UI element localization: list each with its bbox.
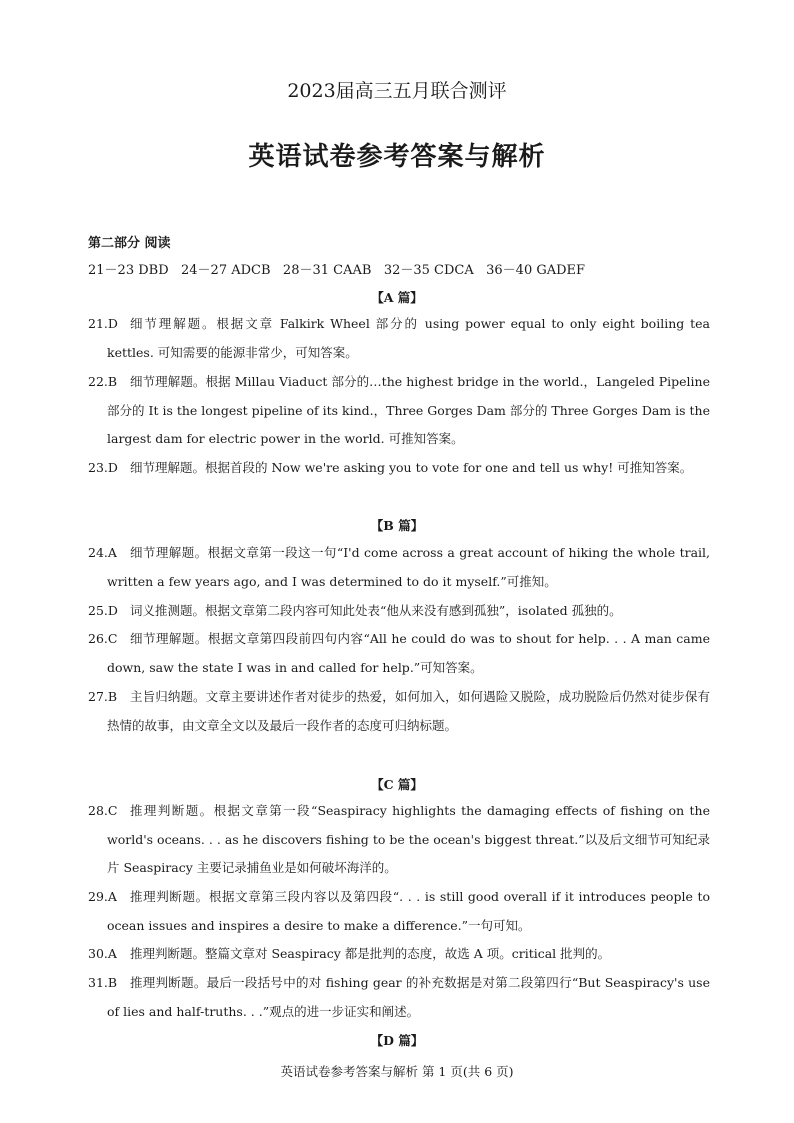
- question-number: 25.D: [88, 603, 118, 618]
- question-number: 31.B: [88, 975, 118, 990]
- question-number: 30.A: [88, 946, 117, 961]
- explanation-text: 推理判断题。根据文章第一段“Seaspiracy highlights the damaging effects of fishing on the world's oceans. . . as he discovers fishing to be the ocean's biggest threat.”以及后文细节可知纪录片 Seaspiracy 主要记录捕鱼业是如何破坏海洋的。: [107, 803, 710, 876]
- answer-key: 21－23 DBD 24－27 ADCB 28－31 CAAB 32－35 CDCA 36－40 GADEF: [88, 263, 586, 278]
- explanation-text: 推理判断题。根据文章第三段内容以及第四段“. . . is still good overall if it introduces people to ocean issues and inspires a desire to make a difference.”一句可知。: [107, 889, 710, 933]
- explanation-text: 细节理解题。根据文章 Falkirk Wheel 部分的 using power equal to only eight boiling tea kettles. 可知需要的能源非常少，可知答案。: [107, 316, 710, 360]
- question-number: 22.B: [88, 374, 118, 389]
- explanation-text: 推理判断题。最后一段括号中的对 fishing gear 的补充数据是对第二段第四行“But Seaspiracy's use of lies and half-truths. . .”观点的进一步证实和阐述。: [107, 975, 710, 1019]
- explanation-text: 细节理解题。根据首段的 Now we're asking you to vote for one and tell us why! 可推知答案。: [130, 460, 693, 475]
- explanation-text: 推理判断题。整篇文章对 Seaspiracy 都是批判的态度，故选 A 项。critical 批判的。: [130, 946, 611, 961]
- document-title: 英语试卷参考答案与解析: [248, 142, 546, 172]
- section-b-heading: 【B 篇】: [370, 518, 424, 533]
- question-number: 23.D: [88, 460, 118, 475]
- question-number: 29.A: [88, 889, 117, 904]
- question-number: 24.A: [88, 545, 117, 560]
- part-heading: 第二部分 阅读: [88, 236, 171, 251]
- question-number: 26.C: [88, 631, 118, 646]
- question-number: 28.C: [88, 803, 118, 818]
- section-a-heading: 【A 篇】: [371, 290, 423, 305]
- explanation-text: 细节理解题。根据 Millau Viaduct 部分的…the highest bridge in the world.，Langeled Pipeline 部分的 It is the longest pipeline of its kind.，Three Gorges Dam 部分的 Three Gorges Dam is the largest dam for electric power in the world. 可推知答案。: [107, 374, 710, 447]
- section-c-heading: 【C 篇】: [371, 777, 423, 792]
- question-number: 27.B: [88, 689, 118, 704]
- explanation-text: 细节理解题。根据文章第四段前四句内容“All he could do was to shout for help. . . A man came down, saw the state I was in and called for help.”可知答案。: [107, 631, 710, 675]
- exam-title: 2023届高三五月联合测评: [287, 80, 507, 102]
- section-d-heading: 【D 篇】: [370, 1033, 424, 1048]
- explanation-text: 词义推测题。根据文章第二段内容可知此处表“他从来没有感到孤独”，isolated 孤独的。: [130, 603, 622, 618]
- question-number: 21.D: [88, 316, 118, 331]
- explanation-text: 细节理解题。根据文章第一段这一句“I'd come across a great account of hiking the whole trail, written a few years ago, and I was determined to do it myself.”可推知。: [107, 545, 710, 589]
- page-footer: 英语试卷参考答案与解析 第 1 页(共 6 页): [280, 1064, 514, 1079]
- explanation-text: 主旨归纳题。文章主要讲述作者对徒步的热爱，如何加入，如何遇险又脱险，成功脱险后仍然对徒步保有热情的故事，由文章全文以及最后一段作者的态度可归纳标题。: [107, 689, 710, 733]
